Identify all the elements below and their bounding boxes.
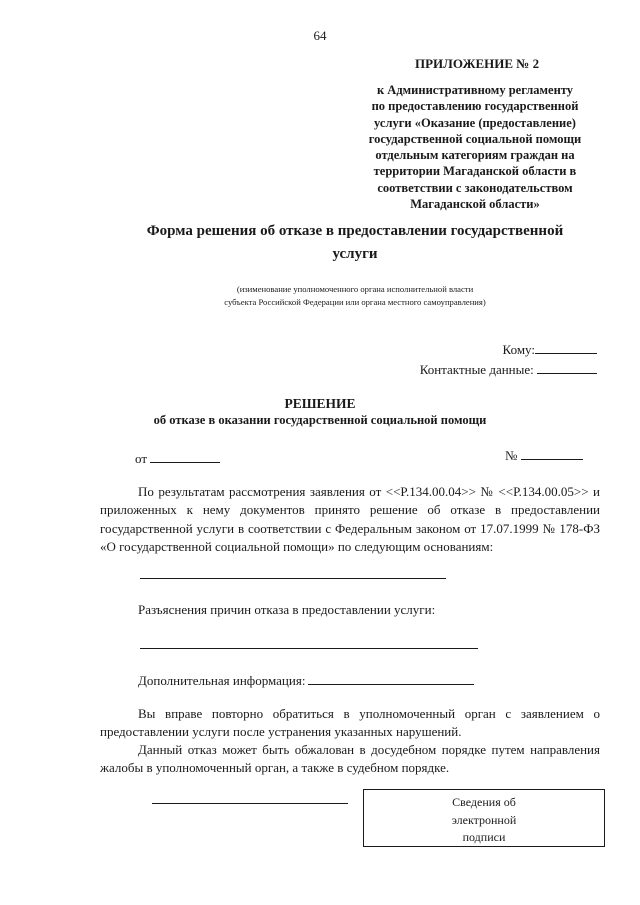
- contact-blank: [537, 361, 597, 374]
- signature-box-text: [364, 794, 604, 847]
- rights-paragraph: Вы вправе повторно обратиться в уполномоченный орган с заявлением о предоставлении услуги после устранения указанных нарушений.: [100, 706, 600, 739]
- recipient-field: [503, 341, 597, 358]
- signature-box-line: Сведения об: [452, 795, 516, 809]
- electronic-signature-box: [363, 789, 605, 847]
- number-blank: [521, 447, 583, 460]
- appendix-subtitle-line: территории Магаданской области в: [373, 164, 577, 179]
- signature-line: [152, 803, 348, 804]
- reasons-label: Разъяснения причин отказа в предоставлении услуги:: [138, 602, 436, 617]
- recipient-label: Кому:: [502, 342, 535, 357]
- decision-number-field: [505, 447, 583, 464]
- explanation-blank-line: [140, 648, 478, 649]
- decision-title: РЕШЕНИЕ: [284, 396, 356, 411]
- form-title: [120, 220, 590, 266]
- appendix-title: ПРИЛОЖЕНИЕ № 2: [415, 56, 540, 71]
- page-number: 64: [313, 28, 327, 43]
- appeal-paragraph: Данный отказ может быть обжалован в досудебном порядке путем направления жалобы в уполномоченный орган, а также в судебном порядке.: [100, 742, 600, 775]
- appendix-subtitle-line: Магаданской области»: [410, 197, 540, 212]
- signature-box-line: электронной: [451, 812, 517, 827]
- contact-field: [420, 361, 597, 378]
- date-blank: [150, 450, 220, 463]
- additional-info-blank-line: [308, 684, 474, 685]
- appendix-subtitle-line: по предоставлению государственной: [371, 99, 579, 114]
- form-title-line: услуги: [332, 246, 378, 262]
- appendix-subtitle: [355, 82, 595, 212]
- appendix-subtitle-line: отдельным категориям граждан на: [375, 148, 575, 163]
- form-title-line: Форма решения об отказе в предоставлении государственной: [146, 223, 564, 239]
- reasons-blank-line: [140, 578, 446, 579]
- authority-note-line: (изименование уполномоченного органа исполнительной власти: [236, 284, 474, 294]
- decision-subtitle: об отказе в оказании государственной социальной помощи: [153, 413, 487, 427]
- authority-note-line: субъекта Российской Федерации или органа местного самоуправления): [224, 297, 486, 307]
- appendix-subtitle-line: к Административному регламенту: [376, 83, 573, 97]
- appendix-subtitle-line: соответствии с законодательством: [377, 180, 573, 195]
- signature-box-line: подписи: [462, 830, 506, 844]
- authority-note: [150, 283, 560, 309]
- date-label: от: [135, 451, 148, 466]
- decision-date-field: [135, 450, 220, 467]
- contact-label: Контактные данные:: [419, 362, 534, 377]
- number-label: №: [505, 448, 518, 463]
- body-paragraph: По результатам рассмотрения заявления от <<Р.134.00.04>> № <<Р.134.00.05>> и приложенных к нему документов принято решение об отказе в предоставлении государственной услуги в соответствии с Федеральным законом от 17.07.1999 № 178-ФЗ «О государственной социальной помощи» по следующим основаниям:: [100, 484, 600, 554]
- recipient-blank: [535, 341, 597, 354]
- appendix-subtitle-line: услуги «Оказание (предоставление): [374, 115, 576, 130]
- appendix-subtitle-line: государственной социальной помощи: [368, 131, 582, 146]
- additional-info-label: Дополнительная информация:: [138, 673, 306, 688]
